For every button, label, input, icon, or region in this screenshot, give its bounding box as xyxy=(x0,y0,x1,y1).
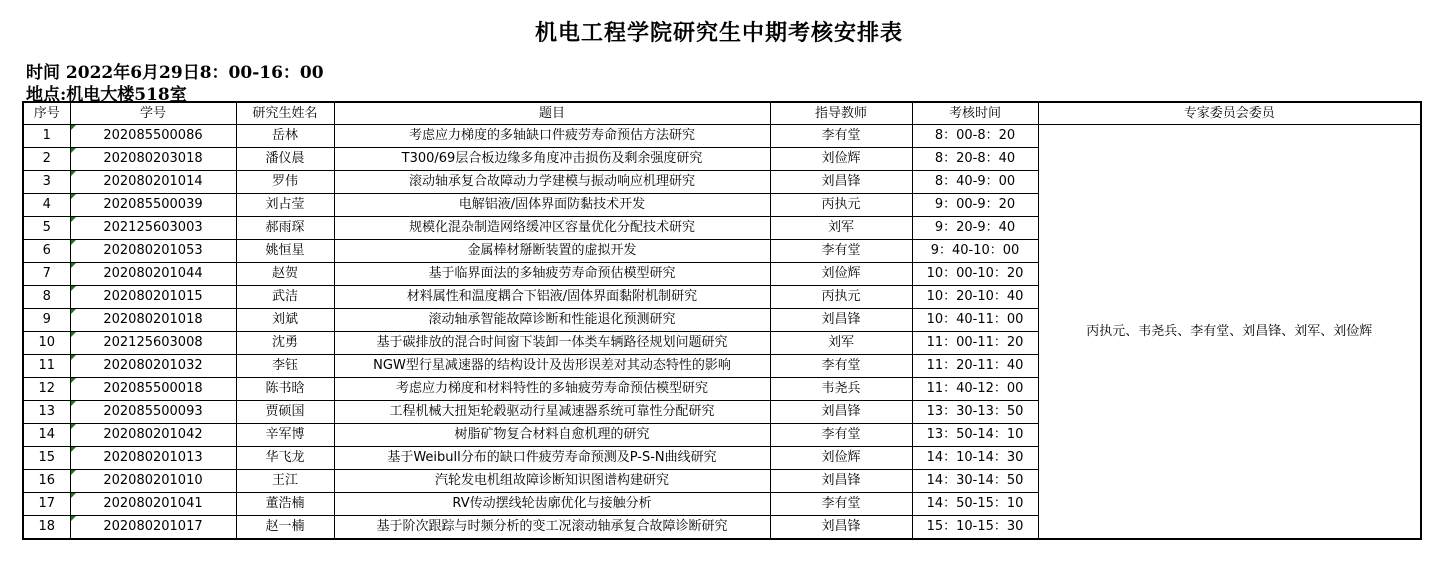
cell-student-name: 刘斌 xyxy=(236,309,334,332)
cell-topic: 材料属性和温度耦合下铝液/固体界面黏附机制研究 xyxy=(334,286,770,309)
cell-topic: NGW型行星减速器的结构设计及齿形误差对其动态特性的影响 xyxy=(334,355,770,378)
header-student-name: 研究生姓名 xyxy=(236,102,334,125)
cell-topic: T300/69层合板边缘多角度冲击损伤及剩余强度研究 xyxy=(334,148,770,171)
cell-advisor: 刘昌锋 xyxy=(770,470,912,493)
cell-student-id: 202125603008 xyxy=(70,332,236,355)
cell-student-name: 武洁 xyxy=(236,286,334,309)
cell-student-id: 202080203018 xyxy=(70,148,236,171)
header-exam-time: 考核时间 xyxy=(912,102,1038,125)
cell-advisor: 刘昌锋 xyxy=(770,516,912,540)
cell-student-id: 202080201017 xyxy=(70,516,236,540)
cell-topic: 滚动轴承复合故障动力学建模与振动响应机理研究 xyxy=(334,171,770,194)
cell-exam-time: 13：30-13：50 xyxy=(912,401,1038,424)
cell-exam-time: 11：00-11：20 xyxy=(912,332,1038,355)
cell-exam-time: 14：30-14：50 xyxy=(912,470,1038,493)
cell-topic: 基于阶次跟踪与时频分析的变工况滚动轴承复合故障诊断研究 xyxy=(334,516,770,540)
cell-advisor: 李有堂 xyxy=(770,240,912,263)
cell-no: 4 xyxy=(23,194,70,217)
cell-student-name: 王江 xyxy=(236,470,334,493)
exam-place-line: 地点:机电大楼518室 xyxy=(26,85,187,105)
header-topic: 题目 xyxy=(334,102,770,125)
cell-no: 7 xyxy=(23,263,70,286)
cell-student-name: 董浩楠 xyxy=(236,493,334,516)
cell-advisor: 李有堂 xyxy=(770,493,912,516)
cell-advisor: 刘俭辉 xyxy=(770,148,912,171)
cell-topic: 基于临界面法的多轴疲劳寿命预估模型研究 xyxy=(334,263,770,286)
cell-topic: 金属棒材掰断装置的虚拟开发 xyxy=(334,240,770,263)
cell-student-id: 202080201053 xyxy=(70,240,236,263)
cell-committee: 丙执元、韦尧兵、李有堂、刘昌锋、刘军、刘俭辉 xyxy=(1038,125,1421,540)
cell-topic: RV传动摆线轮齿廓优化与接触分析 xyxy=(334,493,770,516)
cell-student-id: 202080201032 xyxy=(70,355,236,378)
cell-student-name: 陈书晗 xyxy=(236,378,334,401)
header-no: 序号 xyxy=(23,102,70,125)
cell-advisor: 丙执元 xyxy=(770,194,912,217)
table-row xyxy=(23,125,1421,148)
cell-student-id: 202125603003 xyxy=(70,217,236,240)
cell-student-name: 华飞龙 xyxy=(236,447,334,470)
cell-exam-time: 10：40-11：00 xyxy=(912,309,1038,332)
cell-student-name: 赵贺 xyxy=(236,263,334,286)
cell-exam-time: 11：20-11：40 xyxy=(912,355,1038,378)
cell-student-id: 202080201010 xyxy=(70,470,236,493)
cell-advisor: 刘昌锋 xyxy=(770,309,912,332)
cell-advisor: 韦尧兵 xyxy=(770,378,912,401)
cell-student-id: 202080201014 xyxy=(70,171,236,194)
cell-no: 5 xyxy=(23,217,70,240)
cell-student-name: 罗伟 xyxy=(236,171,334,194)
cell-student-id: 202085500093 xyxy=(70,401,236,424)
cell-no: 14 xyxy=(23,424,70,447)
cell-student-name: 辛军博 xyxy=(236,424,334,447)
cell-exam-time: 14：50-15：10 xyxy=(912,493,1038,516)
cell-topic: 工程机械大扭矩轮毂驱动行星减速器系统可靠性分配研究 xyxy=(334,401,770,424)
header-row xyxy=(23,102,1421,125)
cell-student-id: 202080201042 xyxy=(70,424,236,447)
cell-topic: 基于碳排放的混合时间窗下装卸一体类车辆路径规划问题研究 xyxy=(334,332,770,355)
cell-topic: 规模化混杂制造网络缓冲区容量优化分配技术研究 xyxy=(334,217,770,240)
cell-no: 9 xyxy=(23,309,70,332)
cell-exam-time: 8：20-8：40 xyxy=(912,148,1038,171)
cell-no: 8 xyxy=(23,286,70,309)
cell-no: 13 xyxy=(23,401,70,424)
schedule-body xyxy=(23,125,1421,540)
cell-no: 16 xyxy=(23,470,70,493)
cell-student-id: 202080201041 xyxy=(70,493,236,516)
page-title: 机电工程学院研究生中期考核安排表 xyxy=(534,21,903,46)
cell-advisor: 刘昌锋 xyxy=(770,171,912,194)
cell-topic: 汽轮发电机组故障诊断知识图谱构建研究 xyxy=(334,470,770,493)
cell-advisor: 李有堂 xyxy=(770,125,912,148)
cell-student-id: 202080201013 xyxy=(70,447,236,470)
cell-no: 18 xyxy=(23,516,70,540)
cell-advisor: 刘俭辉 xyxy=(770,447,912,470)
cell-student-id: 202080201015 xyxy=(70,286,236,309)
cell-exam-time: 13：50-14：10 xyxy=(912,424,1038,447)
header-advisor: 指导教师 xyxy=(770,102,912,125)
cell-no: 6 xyxy=(23,240,70,263)
cell-student-name: 郝雨琛 xyxy=(236,217,334,240)
cell-advisor: 刘军 xyxy=(770,332,912,355)
cell-student-id: 202080201044 xyxy=(70,263,236,286)
cell-exam-time: 11：40-12：00 xyxy=(912,378,1038,401)
cell-no: 11 xyxy=(23,355,70,378)
cell-topic: 考虑应力梯度的多轴缺口件疲劳寿命预估方法研究 xyxy=(334,125,770,148)
header-student-id: 学号 xyxy=(70,102,236,125)
cell-student-name: 贾硕国 xyxy=(236,401,334,424)
cell-exam-time: 9：00-9：20 xyxy=(912,194,1038,217)
cell-no: 1 xyxy=(23,125,70,148)
cell-exam-time: 9：20-9：40 xyxy=(912,217,1038,240)
cell-advisor: 刘昌锋 xyxy=(770,401,912,424)
cell-student-name: 李钰 xyxy=(236,355,334,378)
cell-student-name: 赵一楠 xyxy=(236,516,334,540)
cell-advisor: 刘军 xyxy=(770,217,912,240)
cell-student-id: 202085500086 xyxy=(70,125,236,148)
cell-no: 17 xyxy=(23,493,70,516)
cell-exam-time: 8：40-9：00 xyxy=(912,171,1038,194)
cell-topic: 滚动轴承智能故障诊断和性能退化预测研究 xyxy=(334,309,770,332)
cell-exam-time: 14：10-14：30 xyxy=(912,447,1038,470)
cell-topic: 考虑应力梯度和材料特性的多轴疲劳寿命预估模型研究 xyxy=(334,378,770,401)
cell-topic: 基于Weibull分布的缺口件疲劳寿命预测及P-S-N曲线研究 xyxy=(334,447,770,470)
cell-student-id: 202085500039 xyxy=(70,194,236,217)
cell-student-name: 刘占莹 xyxy=(236,194,334,217)
cell-exam-time: 9：40-10：00 xyxy=(912,240,1038,263)
header-committee: 专家委员会委员 xyxy=(1038,102,1421,125)
cell-advisor: 李有堂 xyxy=(770,355,912,378)
cell-no: 15 xyxy=(23,447,70,470)
cell-no: 10 xyxy=(23,332,70,355)
cell-student-name: 潘仪晨 xyxy=(236,148,334,171)
cell-student-id: 202080201018 xyxy=(70,309,236,332)
cell-exam-time: 15：10-15：30 xyxy=(912,516,1038,540)
cell-exam-time: 8：00-8：20 xyxy=(912,125,1038,148)
cell-student-id: 202085500018 xyxy=(70,378,236,401)
cell-no: 3 xyxy=(23,171,70,194)
cell-topic: 电解铝液/固体界面防黏技术开发 xyxy=(334,194,770,217)
cell-exam-time: 10：20-10：40 xyxy=(912,286,1038,309)
cell-student-name: 沈勇 xyxy=(236,332,334,355)
schedule-table xyxy=(22,101,1422,540)
cell-student-name: 岳林 xyxy=(236,125,334,148)
cell-advisor: 刘俭辉 xyxy=(770,263,912,286)
cell-student-name: 姚恒星 xyxy=(236,240,334,263)
cell-exam-time: 10：00-10：20 xyxy=(912,263,1038,286)
cell-no: 2 xyxy=(23,148,70,171)
cell-advisor: 李有堂 xyxy=(770,424,912,447)
cell-topic: 树脂矿物复合材料自愈机理的研究 xyxy=(334,424,770,447)
exam-time-line: 时间 2022年6月29日8：00-16：00 xyxy=(26,63,324,83)
cell-no: 12 xyxy=(23,378,70,401)
cell-advisor: 丙执元 xyxy=(770,286,912,309)
